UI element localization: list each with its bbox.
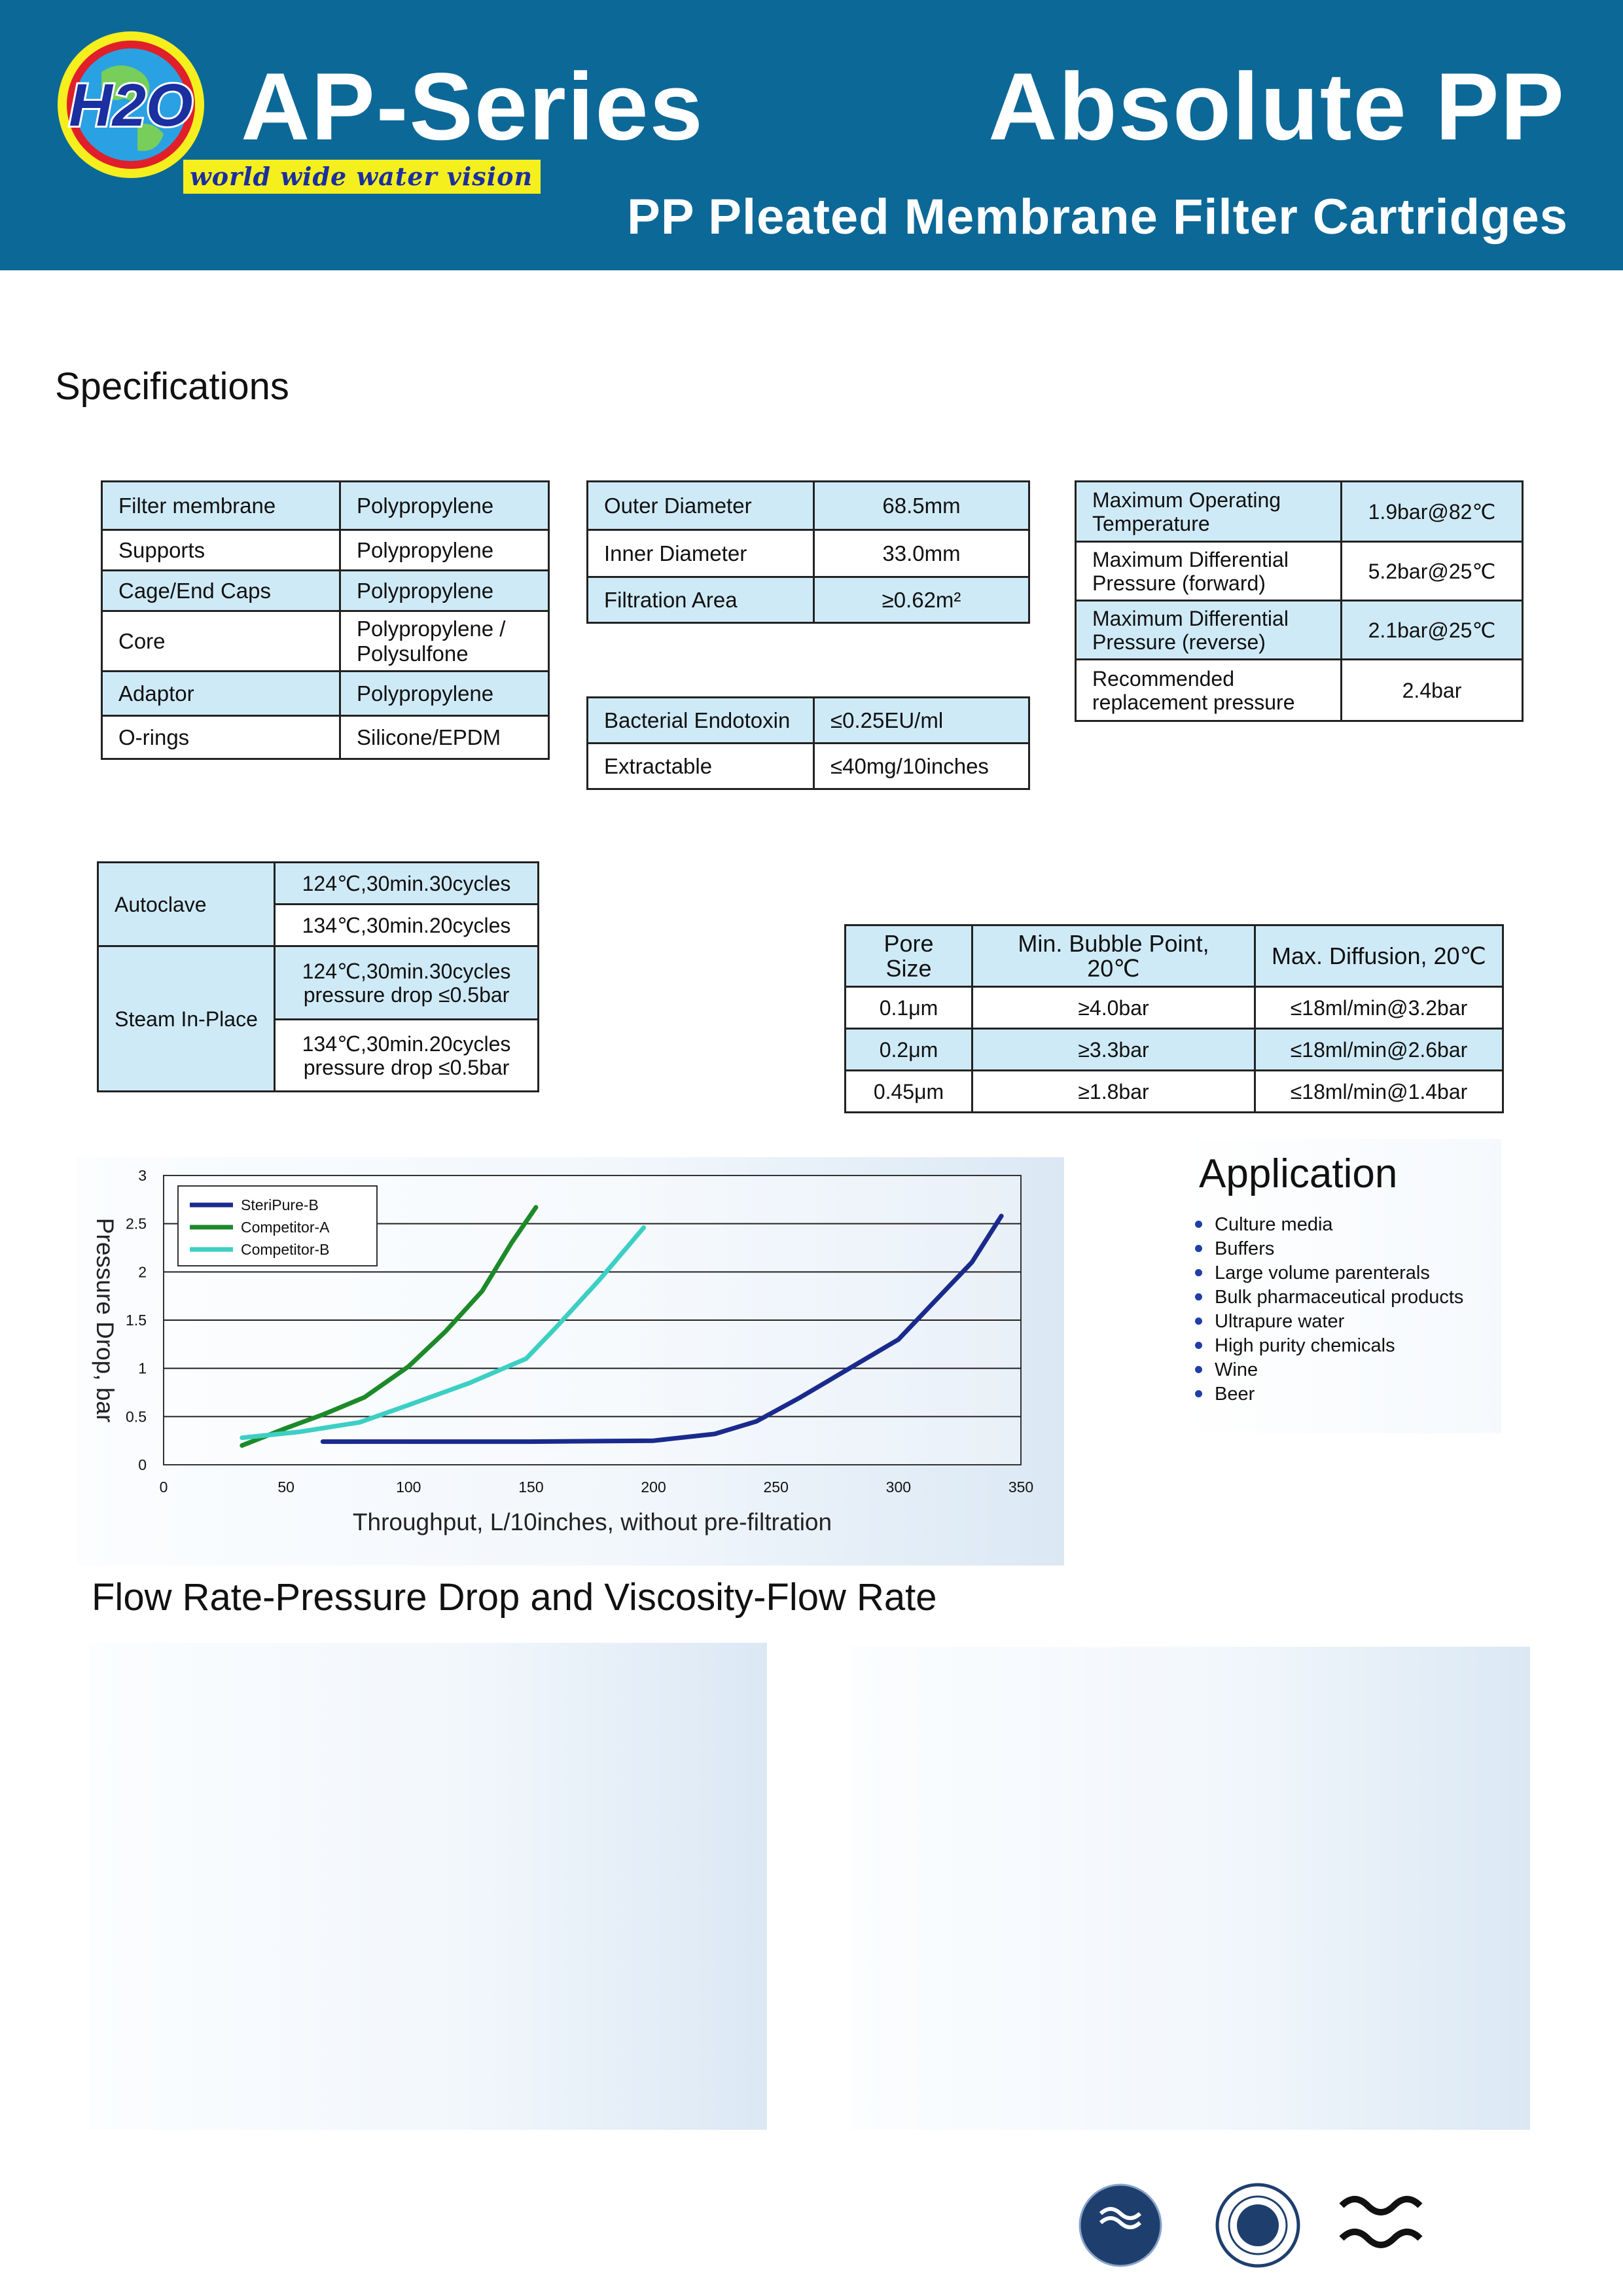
list-item: Beer <box>1195 1382 1463 1407</box>
list-item: Large volume parenterals <box>1195 1261 1463 1285</box>
integrity-cell: ≤18ml/min@1.4bar <box>1255 1071 1503 1113</box>
operating-value: 5.2bar@25℃ <box>1342 542 1523 601</box>
x-tick-label: 300 <box>885 1479 912 1496</box>
integrity-header: Pore Size <box>846 925 972 987</box>
integrity-header: Min. Bubble Point, 20℃ <box>972 925 1255 987</box>
purity-value: ≤0.25EU/ml <box>814 698 1029 744</box>
y-axis-label: Pressure Drop, bar <box>92 1217 118 1423</box>
x-tick-label: 150 <box>518 1479 544 1496</box>
integrity-header: Max. Diffusion, 20℃ <box>1255 925 1503 987</box>
x-tick-label: 250 <box>763 1479 789 1496</box>
x-tick-label: 100 <box>396 1479 421 1496</box>
sip-value: 124℃,30min.30cycles pressure drop ≤0.5bar <box>275 946 539 1020</box>
operating-value: 2.4bar <box>1342 660 1523 721</box>
autoclave-value: 124℃,30min.30cycles <box>275 863 539 905</box>
legend-label: Competitor-B <box>241 1241 330 1258</box>
y-tick-label: 0.5 <box>126 1408 147 1426</box>
integrity-cell: ≥3.3bar <box>972 1029 1255 1071</box>
operating-label: Maximum Operating Temperature <box>1076 482 1342 542</box>
flow-section-title: Flow Rate-Pressure Drop and Viscosity-Flow Rate <box>92 1576 937 1619</box>
operating-label: Maximum Differential Pressure (forward) <box>1076 542 1342 601</box>
integrity-cell: ≤18ml/min@3.2bar <box>1255 987 1503 1029</box>
dimensions-label: Outer Diameter <box>588 482 814 530</box>
sip-label: Steam In-Place <box>98 946 275 1092</box>
materials-value: Polypropylene <box>340 571 549 611</box>
application-title: Application <box>1199 1151 1398 1196</box>
dimensions-label: Filtration Area <box>588 577 814 623</box>
y-tick-label: 3 <box>138 1167 147 1184</box>
integrity-cell: 0.45μm <box>846 1071 972 1113</box>
sip-value: 134℃,30min.20cycles pressure drop ≤0.5bar <box>275 1020 539 1092</box>
water-quality-association-logo <box>1075 2179 1166 2271</box>
materials-value: Polypropylene / Polysulfone <box>340 611 549 672</box>
logo-tagline: world wide water vision <box>183 160 541 194</box>
y-tick-label: 0 <box>138 1456 147 1473</box>
materials-value: Silicone/EPDM <box>340 716 549 759</box>
materials-value: Polypropylene <box>340 672 549 716</box>
dimensions-value: 33.0mm <box>814 530 1029 577</box>
flowrate-chart-panel <box>89 1643 767 2130</box>
materials-label: Cage/End Caps <box>102 571 340 611</box>
materials-label: Filter membrane <box>102 482 340 530</box>
integrity-cell: ≥1.8bar <box>972 1071 1255 1113</box>
operating-label: Maximum Differential Pressure (reverse) <box>1076 601 1342 660</box>
x-tick-label: 350 <box>1008 1479 1034 1496</box>
autoclave-label: Autoclave <box>98 863 275 946</box>
x-axis-label: Throughput, L/10inches, without pre-filtration <box>352 1509 832 1535</box>
logo-text: H2O <box>69 72 193 139</box>
specifications-title: Specifications <box>55 365 289 408</box>
dimensions-value: ≥0.62m² <box>814 577 1029 623</box>
integrity-cell: ≥4.0bar <box>972 987 1255 1029</box>
dimensions-value: 68.5mm <box>814 482 1029 530</box>
list-item: High purity chemicals <box>1195 1334 1463 1358</box>
dimensions-label: Inner Diameter <box>588 530 814 577</box>
materials-label: Supports <box>102 530 340 571</box>
list-item: Wine <box>1195 1358 1463 1382</box>
integrity-cell: ≤18ml/min@2.6bar <box>1255 1029 1503 1071</box>
legend-label: Competitor-A <box>241 1219 330 1236</box>
series-title: AP-Series <box>241 53 704 160</box>
materials-value: Polypropylene <box>340 482 549 530</box>
viscosity-chart-panel <box>851 1647 1530 2130</box>
y-tick-label: 2 <box>138 1263 147 1281</box>
integrity-cell: 0.2μm <box>846 1029 972 1071</box>
x-tick-label: 0 <box>159 1479 168 1496</box>
operating-value: 2.1bar@25℃ <box>1342 601 1523 660</box>
materials-label: Adaptor <box>102 672 340 716</box>
integrity-cell: 0.1μm <box>846 987 972 1029</box>
materials-value: Polypropylene <box>340 530 549 571</box>
purity-value: ≤40mg/10inches <box>814 744 1029 789</box>
product-subtitle: PP Pleated Membrane Filter Cartridges <box>627 189 1568 245</box>
operating-value: 1.9bar@82℃ <box>1342 482 1523 542</box>
x-tick-label: 50 <box>277 1479 294 1496</box>
list-item: Culture media <box>1195 1213 1463 1237</box>
iso-certification-logo <box>1212 2179 1304 2271</box>
materials-label: Core <box>102 611 340 672</box>
operating-label: Recommended replacement pressure <box>1076 660 1342 721</box>
y-tick-label: 2.5 <box>126 1215 147 1232</box>
purity-label: Extractable <box>588 744 814 789</box>
product-title: Absolute PP <box>988 53 1565 160</box>
list-item: Bulk pharmaceutical products <box>1195 1285 1463 1310</box>
autoclave-value: 134℃,30min.20cycles <box>275 905 539 946</box>
water-world-logo <box>1329 2179 1433 2271</box>
purity-label: Bacterial Endotoxin <box>588 698 814 744</box>
x-tick-label: 200 <box>641 1479 666 1496</box>
y-tick-label: 1.5 <box>126 1312 147 1329</box>
materials-label: O-rings <box>102 716 340 759</box>
y-tick-label: 1 <box>138 1359 147 1377</box>
list-item: Buffers <box>1195 1237 1463 1261</box>
list-item: Ultrapure water <box>1195 1310 1463 1334</box>
application-list <box>1195 1213 1463 1407</box>
legend-label: SteriPure-B <box>241 1196 319 1213</box>
